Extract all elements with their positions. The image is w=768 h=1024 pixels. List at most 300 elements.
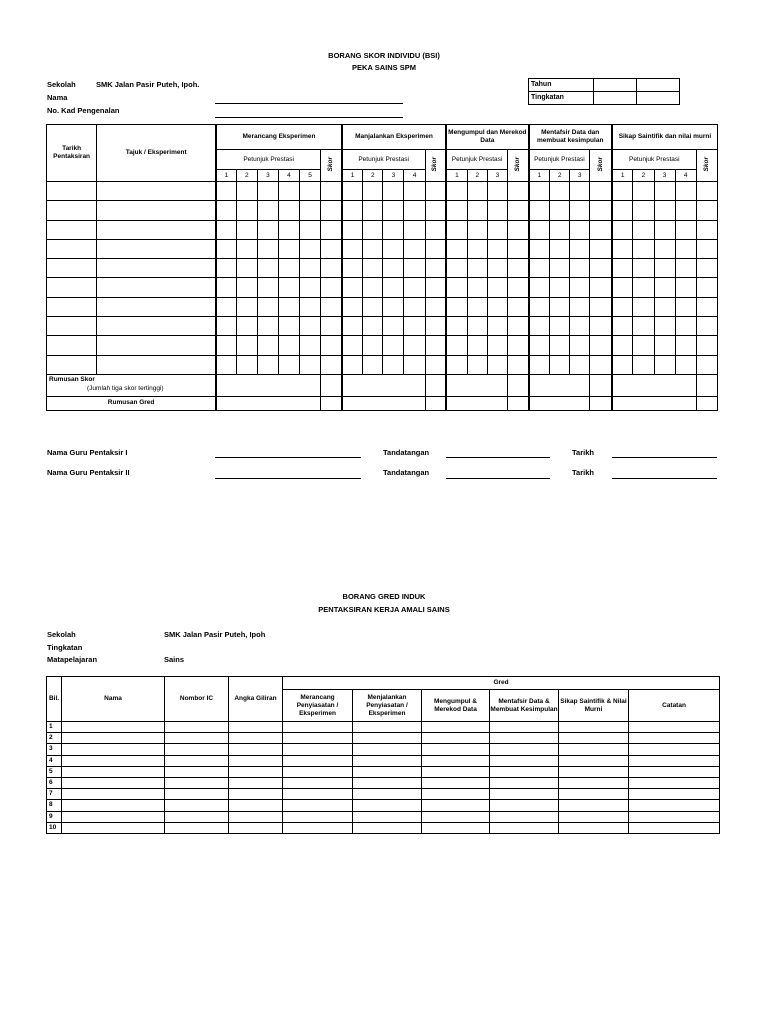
gred-entry-cell[interactable] <box>165 789 229 800</box>
gred-cell[interactable] <box>529 396 590 410</box>
tajuk-cell[interactable] <box>97 182 216 201</box>
pp-cell[interactable] <box>236 259 257 278</box>
pp-cell[interactable] <box>236 278 257 297</box>
skor-cell[interactable] <box>696 182 717 201</box>
pp-cell[interactable] <box>300 336 321 355</box>
tarikh-cell[interactable] <box>47 182 97 201</box>
pp-cell[interactable] <box>675 317 696 336</box>
pp-cell[interactable] <box>612 336 633 355</box>
pp-cell[interactable] <box>363 182 383 201</box>
gred-entry-cell[interactable] <box>559 733 629 744</box>
rumusan-cell[interactable] <box>342 374 425 396</box>
gred-entry-cell[interactable] <box>353 744 422 755</box>
tahun-cell-1[interactable] <box>594 79 637 92</box>
skor-cell[interactable] <box>507 278 528 297</box>
pp-cell[interactable] <box>278 317 299 336</box>
skor-cell[interactable] <box>321 336 342 355</box>
rumusan-cell[interactable] <box>321 374 342 396</box>
gred-entry-cell[interactable] <box>422 789 490 800</box>
pp-cell[interactable] <box>550 182 570 201</box>
gred-entry-cell[interactable] <box>422 777 490 788</box>
pp-cell[interactable] <box>257 278 278 297</box>
rumusan-cell[interactable] <box>425 374 446 396</box>
pp-cell[interactable] <box>216 239 236 258</box>
skor-cell[interactable] <box>696 239 717 258</box>
gred-entry-cell[interactable] <box>559 744 629 755</box>
pp-cell[interactable] <box>467 355 487 374</box>
pp-cell[interactable] <box>342 239 363 258</box>
tarikh-cell[interactable] <box>47 317 97 336</box>
skor-cell[interactable] <box>590 336 612 355</box>
gred-entry-cell[interactable] <box>229 777 283 788</box>
pp-cell[interactable] <box>278 259 299 278</box>
pp-cell[interactable] <box>633 336 654 355</box>
pp-cell[interactable] <box>446 201 467 220</box>
gred-entry-cell[interactable] <box>165 777 229 788</box>
skor-cell[interactable] <box>696 201 717 220</box>
pp-cell[interactable] <box>404 278 425 297</box>
pp-cell[interactable] <box>257 182 278 201</box>
gred-entry-cell[interactable] <box>490 722 559 733</box>
skor-cell[interactable] <box>321 259 342 278</box>
gred-entry-cell[interactable] <box>559 777 629 788</box>
gred-cell[interactable] <box>446 396 507 410</box>
skor-cell[interactable] <box>321 297 342 316</box>
skor-cell[interactable] <box>507 317 528 336</box>
pp-cell[interactable] <box>570 201 590 220</box>
gred-entry-cell[interactable] <box>422 755 490 766</box>
gred-entry-cell[interactable] <box>62 766 165 777</box>
pp-cell[interactable] <box>278 239 299 258</box>
pp-cell[interactable] <box>383 220 404 239</box>
gred-entry-cell[interactable] <box>422 766 490 777</box>
gred-entry-cell[interactable] <box>629 777 720 788</box>
pp-cell[interactable] <box>383 259 404 278</box>
gred-entry-cell[interactable] <box>490 755 559 766</box>
pp-cell[interactable] <box>383 336 404 355</box>
pp-cell[interactable] <box>467 278 487 297</box>
pp-cell[interactable] <box>257 220 278 239</box>
pp-cell[interactable] <box>487 201 507 220</box>
nama-line[interactable] <box>215 103 403 104</box>
pp-cell[interactable] <box>654 355 675 374</box>
pp-cell[interactable] <box>633 317 654 336</box>
pp-cell[interactable] <box>654 201 675 220</box>
gred-entry-cell[interactable] <box>629 789 720 800</box>
gred-entry-cell[interactable] <box>229 822 283 833</box>
pp-cell[interactable] <box>612 239 633 258</box>
pp-cell[interactable] <box>529 297 550 316</box>
gred-entry-cell[interactable] <box>629 811 720 822</box>
pp-cell[interactable] <box>612 317 633 336</box>
pp-cell[interactable] <box>363 259 383 278</box>
pp-cell[interactable] <box>363 220 383 239</box>
pp-cell[interactable] <box>300 259 321 278</box>
pp-cell[interactable] <box>363 297 383 316</box>
skor-cell[interactable] <box>425 355 446 374</box>
pp-cell[interactable] <box>404 317 425 336</box>
pp-cell[interactable] <box>300 220 321 239</box>
gred-entry-cell[interactable] <box>353 777 422 788</box>
tarikh1-line[interactable] <box>612 457 717 458</box>
pp-cell[interactable] <box>404 355 425 374</box>
skor-cell[interactable] <box>507 297 528 316</box>
pp-cell[interactable] <box>529 201 550 220</box>
gred-entry-cell[interactable] <box>353 722 422 733</box>
skor-cell[interactable] <box>425 239 446 258</box>
pp-cell[interactable] <box>654 336 675 355</box>
gred-entry-cell[interactable] <box>490 822 559 833</box>
pp-cell[interactable] <box>529 182 550 201</box>
pp-cell[interactable] <box>216 259 236 278</box>
pp-cell[interactable] <box>654 317 675 336</box>
pp-cell[interactable] <box>675 355 696 374</box>
pp-cell[interactable] <box>487 220 507 239</box>
tajuk-cell[interactable] <box>97 355 216 374</box>
pp-cell[interactable] <box>550 278 570 297</box>
rumusan-cell[interactable] <box>612 374 696 396</box>
gred-entry-cell[interactable] <box>559 722 629 733</box>
skor-cell[interactable] <box>507 220 528 239</box>
pp-cell[interactable] <box>467 220 487 239</box>
tarikh-cell[interactable] <box>47 355 97 374</box>
gred-entry-cell[interactable] <box>629 722 720 733</box>
pp-cell[interactable] <box>654 239 675 258</box>
pp-cell[interactable] <box>675 278 696 297</box>
pp-cell[interactable] <box>300 239 321 258</box>
pp-cell[interactable] <box>446 220 467 239</box>
pp-cell[interactable] <box>404 220 425 239</box>
tajuk-cell[interactable] <box>97 220 216 239</box>
skor-cell[interactable] <box>425 317 446 336</box>
gred-entry-cell[interactable] <box>629 822 720 833</box>
pp-cell[interactable] <box>236 355 257 374</box>
gred-entry-cell[interactable] <box>559 800 629 811</box>
skor-cell[interactable] <box>590 278 612 297</box>
tahun-cell-2[interactable] <box>637 79 680 92</box>
gred-entry-cell[interactable] <box>490 733 559 744</box>
gred-entry-cell[interactable] <box>229 766 283 777</box>
pp-cell[interactable] <box>550 336 570 355</box>
skor-cell[interactable] <box>590 297 612 316</box>
pp-cell[interactable] <box>570 220 590 239</box>
skor-cell[interactable] <box>507 259 528 278</box>
pp-cell[interactable] <box>342 220 363 239</box>
pp-cell[interactable] <box>633 220 654 239</box>
skor-cell[interactable] <box>590 182 612 201</box>
skor-cell[interactable] <box>507 182 528 201</box>
pp-cell[interactable] <box>383 278 404 297</box>
tajuk-cell[interactable] <box>97 317 216 336</box>
skor-cell[interactable] <box>321 201 342 220</box>
pp-cell[interactable] <box>487 182 507 201</box>
gred-entry-cell[interactable] <box>229 811 283 822</box>
pp-cell[interactable] <box>675 336 696 355</box>
gred-entry-cell[interactable] <box>165 722 229 733</box>
gred-entry-cell[interactable] <box>422 733 490 744</box>
gred-entry-cell[interactable] <box>490 811 559 822</box>
gred-entry-cell[interactable] <box>165 766 229 777</box>
gred-entry-cell[interactable] <box>165 800 229 811</box>
pp-cell[interactable] <box>278 220 299 239</box>
pp-cell[interactable] <box>487 297 507 316</box>
tarikh2-line[interactable] <box>612 478 717 479</box>
pp-cell[interactable] <box>654 259 675 278</box>
gred-entry-cell[interactable] <box>559 811 629 822</box>
gred-entry-cell[interactable] <box>229 755 283 766</box>
gred-entry-cell[interactable] <box>229 722 283 733</box>
tarikh-cell[interactable] <box>47 259 97 278</box>
gred-cell[interactable] <box>696 396 717 410</box>
pp-cell[interactable] <box>612 259 633 278</box>
pp-cell[interactable] <box>550 355 570 374</box>
skor-cell[interactable] <box>321 239 342 258</box>
gred-entry-cell[interactable] <box>629 744 720 755</box>
gred-entry-cell[interactable] <box>62 744 165 755</box>
pp-cell[interactable] <box>654 278 675 297</box>
pp-cell[interactable] <box>570 259 590 278</box>
tarikh-cell[interactable] <box>47 336 97 355</box>
gred-entry-cell[interactable] <box>62 777 165 788</box>
gred-entry-cell[interactable] <box>422 822 490 833</box>
pp-cell[interactable] <box>216 297 236 316</box>
pp-cell[interactable] <box>383 239 404 258</box>
pp-cell[interactable] <box>633 297 654 316</box>
gred-entry-cell[interactable] <box>283 777 353 788</box>
skor-cell[interactable] <box>425 336 446 355</box>
pp-cell[interactable] <box>236 239 257 258</box>
pp-cell[interactable] <box>363 355 383 374</box>
skor-cell[interactable] <box>425 220 446 239</box>
skor-cell[interactable] <box>590 259 612 278</box>
gred-entry-cell[interactable] <box>422 811 490 822</box>
pp-cell[interactable] <box>257 239 278 258</box>
pp-cell[interactable] <box>236 297 257 316</box>
pp-cell[interactable] <box>550 201 570 220</box>
pp-cell[interactable] <box>675 259 696 278</box>
skor-cell[interactable] <box>425 278 446 297</box>
pp-cell[interactable] <box>675 297 696 316</box>
gred-entry-cell[interactable] <box>62 722 165 733</box>
gred-entry-cell[interactable] <box>283 766 353 777</box>
skor-cell[interactable] <box>425 201 446 220</box>
gred-entry-cell[interactable] <box>62 811 165 822</box>
pp-cell[interactable] <box>633 182 654 201</box>
gred-entry-cell[interactable] <box>422 722 490 733</box>
gred-entry-cell[interactable] <box>629 800 720 811</box>
gred-cell[interactable] <box>425 396 446 410</box>
gred-entry-cell[interactable] <box>353 822 422 833</box>
pp-cell[interactable] <box>570 182 590 201</box>
tajuk-cell[interactable] <box>97 239 216 258</box>
pp-cell[interactable] <box>654 182 675 201</box>
gred-entry-cell[interactable] <box>62 822 165 833</box>
gred-entry-cell[interactable] <box>559 766 629 777</box>
skor-cell[interactable] <box>321 278 342 297</box>
rumusan-cell[interactable] <box>216 374 320 396</box>
pp-cell[interactable] <box>446 182 467 201</box>
pp-cell[interactable] <box>550 220 570 239</box>
pp-cell[interactable] <box>446 278 467 297</box>
pp-cell[interactable] <box>404 336 425 355</box>
gred-cell[interactable] <box>216 396 320 410</box>
gred-entry-cell[interactable] <box>490 766 559 777</box>
pp-cell[interactable] <box>216 336 236 355</box>
pp-cell[interactable] <box>529 278 550 297</box>
gred-entry-cell[interactable] <box>283 755 353 766</box>
tarikh-cell[interactable] <box>47 297 97 316</box>
gred-entry-cell[interactable] <box>62 800 165 811</box>
pp-cell[interactable] <box>278 182 299 201</box>
pp-cell[interactable] <box>487 317 507 336</box>
pp-cell[interactable] <box>446 355 467 374</box>
pp-cell[interactable] <box>363 278 383 297</box>
skor-cell[interactable] <box>590 239 612 258</box>
pp-cell[interactable] <box>633 201 654 220</box>
gred-entry-cell[interactable] <box>283 800 353 811</box>
pp-cell[interactable] <box>342 201 363 220</box>
gred-entry-cell[interactable] <box>490 744 559 755</box>
pp-cell[interactable] <box>633 278 654 297</box>
pp-cell[interactable] <box>467 201 487 220</box>
tajuk-cell[interactable] <box>97 297 216 316</box>
gred-entry-cell[interactable] <box>422 744 490 755</box>
gred-entry-cell[interactable] <box>229 789 283 800</box>
pp-cell[interactable] <box>675 239 696 258</box>
rumusan-cell[interactable] <box>529 374 590 396</box>
pp-cell[interactable] <box>363 336 383 355</box>
pp-cell[interactable] <box>487 336 507 355</box>
pp-cell[interactable] <box>467 336 487 355</box>
gred-cell[interactable] <box>507 396 528 410</box>
pp-cell[interactable] <box>570 239 590 258</box>
pp-cell[interactable] <box>300 182 321 201</box>
pp-cell[interactable] <box>487 355 507 374</box>
pp-cell[interactable] <box>487 259 507 278</box>
pp-cell[interactable] <box>446 259 467 278</box>
pp-cell[interactable] <box>446 317 467 336</box>
pp-cell[interactable] <box>342 336 363 355</box>
pp-cell[interactable] <box>383 182 404 201</box>
pp-cell[interactable] <box>257 201 278 220</box>
pp-cell[interactable] <box>342 278 363 297</box>
pp-cell[interactable] <box>570 355 590 374</box>
skor-cell[interactable] <box>425 182 446 201</box>
tajuk-cell[interactable] <box>97 278 216 297</box>
gred-entry-cell[interactable] <box>490 777 559 788</box>
pp-cell[interactable] <box>383 355 404 374</box>
rumusan-cell[interactable] <box>507 374 528 396</box>
gred-entry-cell[interactable] <box>283 789 353 800</box>
pp-cell[interactable] <box>257 317 278 336</box>
pp-cell[interactable] <box>236 201 257 220</box>
pp-cell[interactable] <box>216 220 236 239</box>
pp-cell[interactable] <box>675 201 696 220</box>
gred-entry-cell[interactable] <box>490 800 559 811</box>
pp-cell[interactable] <box>529 336 550 355</box>
skor-cell[interactable] <box>321 355 342 374</box>
skor-cell[interactable] <box>425 259 446 278</box>
skor-cell[interactable] <box>696 355 717 374</box>
skor-cell[interactable] <box>696 259 717 278</box>
gred-cell[interactable] <box>612 396 696 410</box>
tarikh-cell[interactable] <box>47 278 97 297</box>
pp-cell[interactable] <box>363 239 383 258</box>
gred-cell[interactable] <box>321 396 342 410</box>
pp-cell[interactable] <box>487 278 507 297</box>
pp-cell[interactable] <box>278 201 299 220</box>
gred-entry-cell[interactable] <box>62 755 165 766</box>
skor-cell[interactable] <box>590 201 612 220</box>
pp-cell[interactable] <box>675 182 696 201</box>
gred-entry-cell[interactable] <box>229 744 283 755</box>
tandatangan2-line[interactable] <box>446 478 550 479</box>
tajuk-cell[interactable] <box>97 201 216 220</box>
pp-cell[interactable] <box>633 239 654 258</box>
gred-entry-cell[interactable] <box>283 822 353 833</box>
tingkatan-cell-2[interactable] <box>637 92 680 105</box>
pp-cell[interactable] <box>342 297 363 316</box>
pp-cell[interactable] <box>570 297 590 316</box>
pp-cell[interactable] <box>300 297 321 316</box>
pp-cell[interactable] <box>404 239 425 258</box>
pp-cell[interactable] <box>654 220 675 239</box>
pp-cell[interactable] <box>300 201 321 220</box>
gred-entry-cell[interactable] <box>629 755 720 766</box>
gred-entry-cell[interactable] <box>629 766 720 777</box>
skor-cell[interactable] <box>507 355 528 374</box>
pp-cell[interactable] <box>529 259 550 278</box>
gred-cell[interactable] <box>342 396 425 410</box>
tarikh-cell[interactable] <box>47 201 97 220</box>
skor-cell[interactable] <box>321 317 342 336</box>
gred-entry-cell[interactable] <box>353 811 422 822</box>
gred-entry-cell[interactable] <box>283 744 353 755</box>
gred-entry-cell[interactable] <box>422 800 490 811</box>
pp-cell[interactable] <box>278 278 299 297</box>
pp-cell[interactable] <box>278 355 299 374</box>
gred-entry-cell[interactable] <box>353 733 422 744</box>
pp-cell[interactable] <box>257 336 278 355</box>
pp-cell[interactable] <box>300 317 321 336</box>
gred-entry-cell[interactable] <box>229 800 283 811</box>
gred-entry-cell[interactable] <box>229 733 283 744</box>
gred-entry-cell[interactable] <box>165 822 229 833</box>
pp-cell[interactable] <box>257 355 278 374</box>
pp-cell[interactable] <box>342 259 363 278</box>
tarikh-cell[interactable] <box>47 220 97 239</box>
gred-entry-cell[interactable] <box>490 789 559 800</box>
pp-cell[interactable] <box>216 317 236 336</box>
gred-entry-cell[interactable] <box>559 755 629 766</box>
pp-cell[interactable] <box>342 355 363 374</box>
tajuk-cell[interactable] <box>97 259 216 278</box>
rumusan-cell[interactable] <box>590 374 612 396</box>
tandatangan1-line[interactable] <box>446 457 550 458</box>
guru1-line[interactable] <box>215 457 361 458</box>
pp-cell[interactable] <box>383 201 404 220</box>
pp-cell[interactable] <box>216 182 236 201</box>
pp-cell[interactable] <box>404 297 425 316</box>
tingkatan-cell-1[interactable] <box>594 92 637 105</box>
gred-entry-cell[interactable] <box>629 733 720 744</box>
pp-cell[interactable] <box>529 239 550 258</box>
pp-cell[interactable] <box>236 182 257 201</box>
pp-cell[interactable] <box>216 278 236 297</box>
pp-cell[interactable] <box>654 297 675 316</box>
pp-cell[interactable] <box>529 317 550 336</box>
gred-entry-cell[interactable] <box>283 722 353 733</box>
